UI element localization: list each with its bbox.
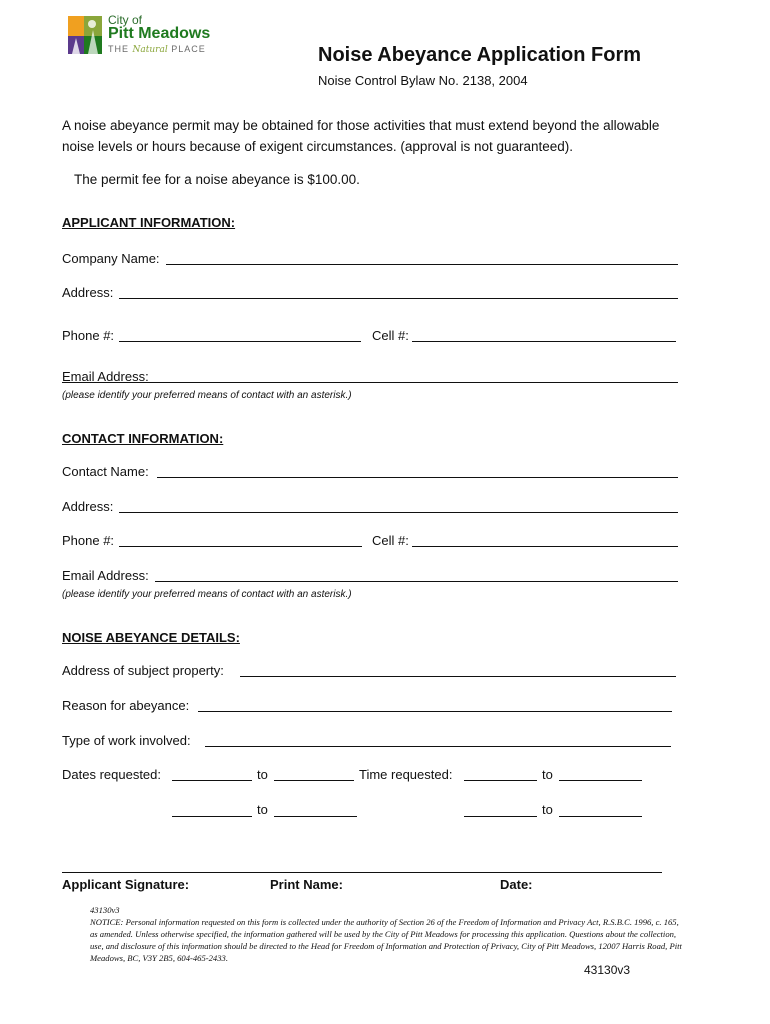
time-start-field-2[interactable] xyxy=(464,816,537,817)
form-title: Noise Abeyance Application Form xyxy=(318,44,642,66)
time-end-field-2[interactable] xyxy=(559,816,642,817)
dates-requested-label: Dates requested: xyxy=(62,767,162,782)
logo-name-text: Pitt Meadows xyxy=(108,25,211,42)
property-address-field[interactable] xyxy=(240,676,676,677)
time-start-field-1[interactable] xyxy=(464,780,537,781)
date-start-field-2[interactable] xyxy=(172,816,252,817)
time-end-field-1[interactable] xyxy=(559,780,642,781)
logo-tagline-mid: Natural xyxy=(132,45,168,55)
applicant-email-label: Email Address: xyxy=(62,369,149,384)
logo-city-text: City of xyxy=(108,13,143,27)
applicant-address-label: Address: xyxy=(62,285,114,300)
applicant-phone-label: Phone #: xyxy=(62,328,115,343)
contact-cell-field[interactable] xyxy=(412,546,678,547)
form-subtitle: Noise Control Bylaw No. 2138, 2004 xyxy=(318,73,528,88)
contact-cell-label: Cell #: xyxy=(372,533,409,548)
contact-contact-note: (please identify your preferred means of contact with an asterisk.) xyxy=(62,589,352,600)
logo-tagline-post: PLACE xyxy=(171,44,206,54)
date-end-field-1[interactable] xyxy=(274,780,354,781)
reason-field[interactable] xyxy=(198,711,672,712)
applicant-cell-label: Cell #: xyxy=(372,328,409,343)
date-start-field-1[interactable] xyxy=(172,780,252,781)
applicant-phone-field[interactable] xyxy=(119,341,361,342)
details-heading: NOISE ABEYANCE DETAILS: xyxy=(62,630,240,645)
applicant-cell-field[interactable] xyxy=(412,341,676,342)
applicant-address-field[interactable] xyxy=(119,298,678,299)
intro-paragraph: A noise abeyance permit may be obtained for those activities that must extend beyond the allowable noise levels or hours because of exigent circumstances. (approval is not guaranteed). xyxy=(62,118,660,154)
logo-tagline-pre: THE xyxy=(108,44,129,54)
reason-label: Reason for abeyance: xyxy=(62,698,190,713)
applicant-signature-label: Applicant Signature: xyxy=(62,877,190,892)
logo-tagline xyxy=(108,44,206,55)
privacy-notice: NOTICE: Personal information requested on this form is collected under the authority of Section 26 of the Freedom of Information and Privacy Act, R.S.B.C. 1996, c. 165, as amended. Unless otherwise specified, the information gathered will be used by the City of Pitt Meadows for processing this application. Questions about the collection, use, and disclosure of this information should be directed to the Head for Freedom of Information and Protection of Privacy, City of Pitt Meadows, 12007 Harris Road, Pitt Meadows, BC, V3Y 2B5, 604-465-2433. xyxy=(90,917,682,963)
fee-text: The permit fee for a noise abeyance is $100.00. xyxy=(74,172,360,187)
applicant-company-field[interactable] xyxy=(166,264,678,265)
applicant-heading: APPLICANT INFORMATION: xyxy=(62,215,236,230)
signature-line[interactable] xyxy=(62,872,662,873)
date-to-label-2: to xyxy=(257,802,268,817)
date-label: Date: xyxy=(500,877,533,892)
contact-name-label: Contact Name: xyxy=(62,464,149,479)
contact-name-field[interactable] xyxy=(157,477,678,478)
contact-heading: CONTACT INFORMATION: xyxy=(62,431,224,446)
time-to-label-2: to xyxy=(542,802,553,817)
contact-email-label: Email Address: xyxy=(62,568,149,583)
contact-email-field[interactable] xyxy=(155,581,678,582)
privacy-notice-block xyxy=(90,904,685,964)
city-logo-icon xyxy=(66,14,104,56)
work-type-label: Type of work involved: xyxy=(62,733,191,748)
contact-address-label: Address: xyxy=(62,499,114,514)
date-end-field-2[interactable] xyxy=(274,816,357,817)
contact-phone-label: Phone #: xyxy=(62,533,115,548)
time-requested-label: Time requested: xyxy=(359,767,453,782)
work-type-field[interactable] xyxy=(205,746,671,747)
applicant-company-label: Company Name: xyxy=(62,251,160,266)
contact-phone-field[interactable] xyxy=(119,546,362,547)
print-name-label: Print Name: xyxy=(270,877,343,892)
contact-address-field[interactable] xyxy=(119,512,678,513)
form-number: 43130v3 xyxy=(584,963,631,977)
applicant-email-field[interactable] xyxy=(62,382,678,383)
time-to-label-1: to xyxy=(542,767,553,782)
footer-code: 43130v3 xyxy=(90,905,120,915)
city-logo xyxy=(66,14,226,58)
property-address-label: Address of subject property: xyxy=(62,663,224,678)
applicant-contact-note: (please identify your preferred means of contact with an asterisk.) xyxy=(62,390,352,401)
date-to-label-1: to xyxy=(257,767,268,782)
